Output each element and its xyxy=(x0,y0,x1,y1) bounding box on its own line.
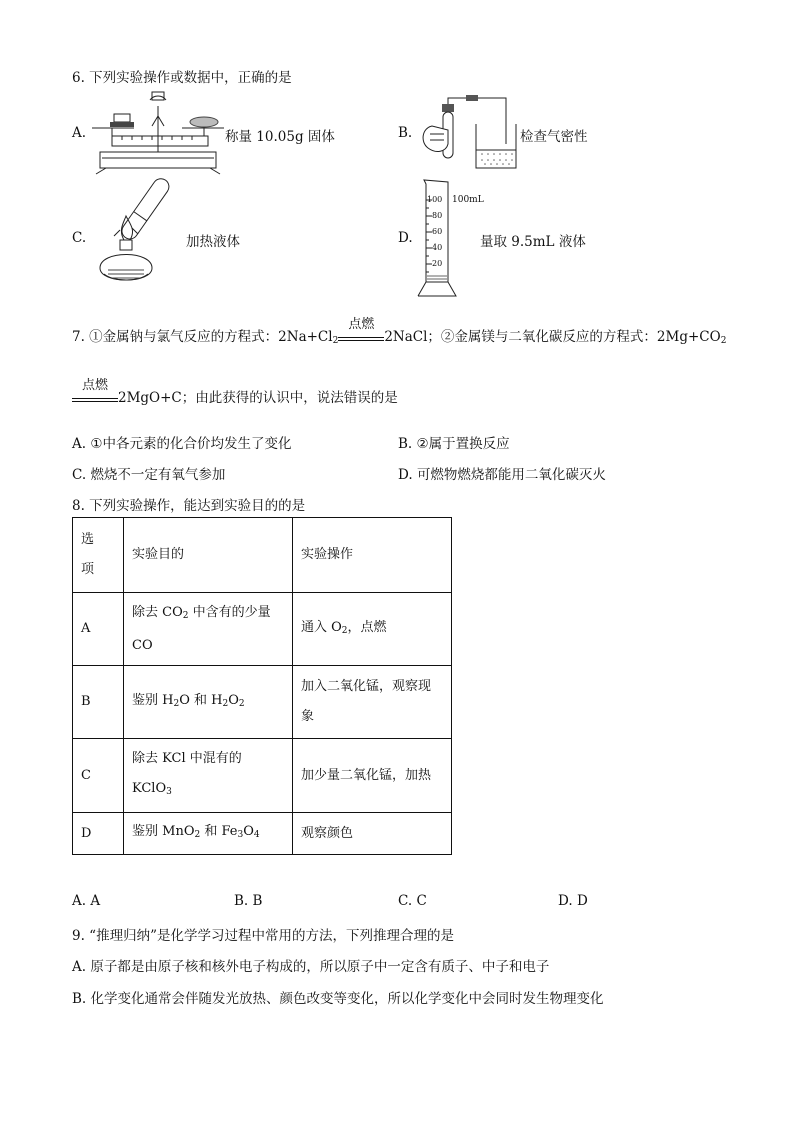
option-text: C xyxy=(416,893,427,909)
q7-option-d xyxy=(398,463,606,483)
question-7-stem-line1 xyxy=(72,317,727,346)
option-letter: A. xyxy=(72,436,87,452)
question-9-stem: 9. “推理归纳”是化学学习过程中常用的方法，下列推理合理的是 xyxy=(72,928,454,944)
table-row xyxy=(73,739,452,813)
cylinder-tick-100: 100 xyxy=(427,195,443,204)
option-letter: B. xyxy=(72,991,87,1007)
option-text: 化学变化通常会伴随发光放热、颜色改变等变化，所以化学变化中会同时发生物理变化 xyxy=(90,991,604,1007)
option-letter: D. xyxy=(558,893,573,909)
table-row xyxy=(73,813,452,855)
reaction-condition-2 xyxy=(72,378,118,402)
q7-option-a xyxy=(72,432,291,452)
row-purpose xyxy=(124,813,293,855)
option-text: A xyxy=(90,893,101,909)
option-text: ①中各元素的化合价均发生了变化 xyxy=(90,436,292,452)
q7-option-b xyxy=(398,432,510,452)
cell-text: 中含有的少量 xyxy=(188,604,271,620)
cell-text: 除去 CO xyxy=(132,604,183,620)
cell-subscript: 2 xyxy=(173,698,180,709)
option-text: D xyxy=(576,893,588,909)
option-letter: C. xyxy=(398,893,413,909)
q6-option-b-letter: B. xyxy=(398,125,413,141)
row-option: B xyxy=(73,666,124,739)
cell-text: CO xyxy=(132,637,153,653)
cell-subscript: 2 xyxy=(222,698,229,709)
q9-option-b xyxy=(72,987,604,1007)
cell-subscript: 2 xyxy=(341,625,348,636)
q6-option-d-text: 量取 9.5mL 液体 xyxy=(480,234,586,250)
cylinder-tick-20: 20 xyxy=(432,259,443,268)
q7-equation-1-reactants: 7. ①金属钠与氯气反应的方程式：2Na+Cl xyxy=(72,329,333,345)
option-letter: A. xyxy=(72,893,87,909)
option-text: ②属于置换反应 xyxy=(416,436,510,452)
cell-text: 除去 KCl 中混有的 xyxy=(132,751,242,766)
row-purpose xyxy=(124,666,293,739)
q6-option-a-text: 称量 10.05g 固体 xyxy=(225,129,335,145)
cell-text: O xyxy=(228,692,239,708)
balance-illustration xyxy=(92,92,224,174)
equals-sign xyxy=(338,337,384,341)
cell-text: 加入二氧化锰，观察现 xyxy=(301,679,432,694)
cylinder-tick-60: 60 xyxy=(432,227,443,236)
q6-option-a-letter: A. xyxy=(72,125,87,141)
row-purpose xyxy=(124,593,293,666)
q6-option-b-text: 检查气密性 xyxy=(520,129,588,145)
cell-text: 象 xyxy=(301,709,315,724)
q6-option-d-letter: D. xyxy=(398,230,413,246)
q7-subscript: 2 xyxy=(720,336,727,346)
question-7-stem-line2 xyxy=(72,378,398,406)
q6-option-c-letter: C. xyxy=(72,230,87,246)
cell-subscript: 3 xyxy=(237,830,244,840)
header-option xyxy=(73,518,124,593)
cylinder-capacity-label: 100mL xyxy=(452,195,484,205)
cell-subscript: 2 xyxy=(238,698,245,709)
header-text: 项 xyxy=(81,562,95,577)
row-operation: 观察颜色 xyxy=(293,813,452,855)
row-option: A xyxy=(73,593,124,666)
row-operation xyxy=(293,666,452,739)
cell-text: 鉴别 H xyxy=(132,692,174,708)
row-option: D xyxy=(73,813,124,855)
alcohol-lamp-heating-illustration xyxy=(84,178,184,298)
option-letter: B. xyxy=(398,436,413,452)
table-row xyxy=(73,593,452,666)
table-row xyxy=(73,666,452,739)
q6-option-c-text: 加热液体 xyxy=(186,234,240,250)
row-purpose xyxy=(124,739,293,813)
condition-label: 点燃 xyxy=(348,317,375,332)
equals-sign xyxy=(72,398,118,402)
option-text: B xyxy=(252,893,263,909)
cell-text: KClO xyxy=(132,781,167,796)
condition-label: 点燃 xyxy=(81,378,108,393)
cylinder-tick-40: 40 xyxy=(432,243,443,252)
row-operation: 加少量二氧化锰，加热 xyxy=(293,739,452,813)
cell-text: 通入 O xyxy=(301,619,342,635)
q7-equation-2-products: 2MgO+C；由此获得的认识中，说法错误的是 xyxy=(118,390,398,406)
q9-option-a xyxy=(72,955,549,975)
q7-subscript: 2 xyxy=(332,336,339,346)
table-header-row xyxy=(73,518,452,593)
option-text: 原子都是由原子核和核外电子构成的，所以原子中一定含有质子、中子和电子 xyxy=(90,959,550,975)
row-option: C xyxy=(73,739,124,813)
cell-text: O xyxy=(243,824,254,839)
reaction-condition-1 xyxy=(338,317,384,341)
experiment-table xyxy=(72,517,452,855)
cell-text: O 和 H xyxy=(179,692,223,708)
header-purpose: 实验目的 xyxy=(124,518,293,593)
row-operation xyxy=(293,593,452,666)
cell-subscript: 2 xyxy=(182,610,189,621)
header-text: 选 xyxy=(81,532,95,547)
option-letter: A. xyxy=(72,959,87,975)
cell-text: 和 Fe xyxy=(200,824,238,839)
q8-option-c xyxy=(398,893,427,909)
q8-option-b xyxy=(234,893,262,909)
q8-option-a xyxy=(72,893,100,909)
cylinder-tick-80: 80 xyxy=(432,211,443,220)
option-text: 可燃物燃烧都能用二氧化碳灭火 xyxy=(416,467,606,483)
cell-text: ，点燃 xyxy=(347,619,387,635)
option-text: 燃烧不一定有氧气参加 xyxy=(90,467,226,483)
cell-subscript: 2 xyxy=(194,830,201,840)
q7-option-c xyxy=(72,463,225,483)
q8-option-d xyxy=(558,893,588,909)
cell-subscript: 4 xyxy=(253,830,260,840)
header-operation: 实验操作 xyxy=(293,518,452,593)
option-letter: B. xyxy=(234,893,249,909)
cell-text: 鉴别 MnO xyxy=(132,824,195,839)
airtightness-apparatus-illustration xyxy=(418,94,518,174)
q7-equation-1-products: 2NaCl；②金属镁与二氧化碳反应的方程式：2Mg+CO xyxy=(384,329,721,345)
option-letter: C. xyxy=(72,467,87,483)
question-6-stem: 6. 下列实验操作或数据中，正确的是 xyxy=(72,70,292,86)
question-8-stem: 8. 下列实验操作，能达到实验目的的是 xyxy=(72,498,306,514)
cell-subscript: 3 xyxy=(166,787,172,797)
option-letter: D. xyxy=(398,467,413,483)
